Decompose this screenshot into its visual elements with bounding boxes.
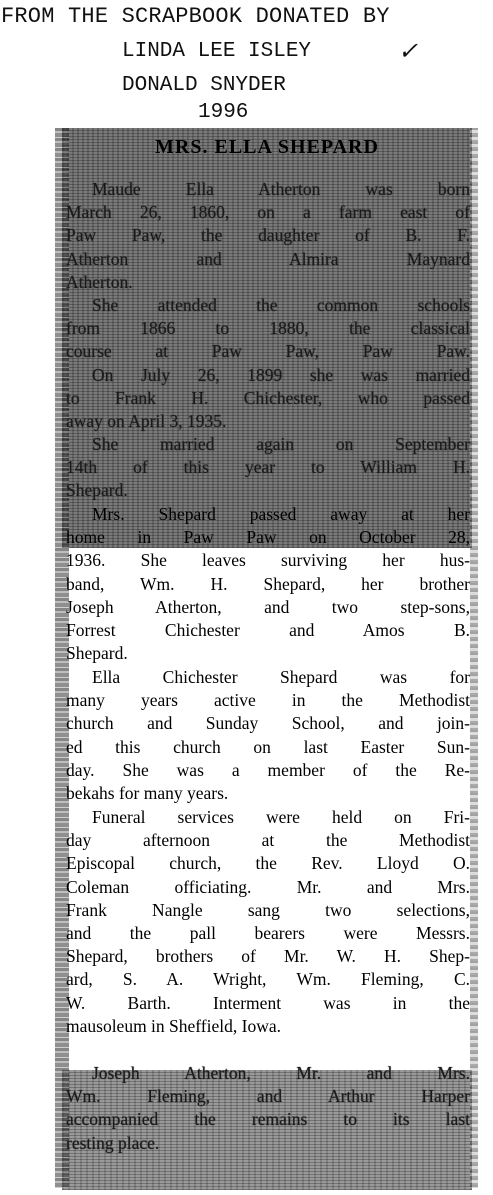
obituary-paragraph-3 [66, 433, 470, 503]
text-line: 14th of this year to William H. [66, 457, 470, 478]
text-line: Forrest Chichester and Amos B. [66, 620, 470, 641]
obituary-paragraph-6 [66, 806, 470, 1038]
text-line: and the pall bearers were Messrs. [66, 923, 470, 944]
text-line: band, Wm. H. Shepard, her brother [66, 573, 470, 594]
text-line: She attended the common schools [92, 295, 470, 315]
text-line: ed this church on last Easter Sun- [66, 736, 470, 757]
text-line: She married again on September [92, 434, 470, 454]
text-line: Joseph Atherton, Mr. and Mrs. [92, 1063, 470, 1083]
text-line: to Frank H. Chichester, who passed [66, 387, 470, 408]
text-line: Shepard. [66, 480, 128, 501]
text-line: Atherton. [66, 271, 133, 292]
text-line: many years active in the Methodist [66, 690, 470, 711]
clipping-edge-right [470, 128, 478, 1188]
text-line: church and Sunday School, and join- [66, 713, 470, 734]
text-line: day. She was a member of the Re- [66, 759, 470, 780]
obituary-paragraph-2 [66, 294, 470, 433]
header-year: 1996 [198, 101, 249, 124]
text-line: Mrs. Shepard passed away at her [92, 504, 470, 524]
text-line: Shepard, brothers of Mr. W. H. Shep- [66, 946, 470, 967]
text-line: Frank Nangle sang two selections, [66, 899, 470, 920]
text-line: day afternoon at the Methodist [66, 830, 470, 851]
header-donation-line: FROM THE SCRAPBOOK DONATED BY [1, 4, 390, 29]
text-line: Ella Chichester Shepard was for [92, 667, 470, 687]
obituary-title: MRS. ELLA SHEPARD [155, 136, 379, 158]
handwritten-check-mark: ✓ [398, 37, 419, 65]
text-line: 1936. She leaves surviving her hus- [66, 550, 470, 571]
text-line: from 1866 to 1880, the classical [66, 318, 470, 339]
text-line: Funeral services were held on Fri- [92, 807, 470, 827]
text-line: course at Paw Paw, Paw Paw. [66, 341, 470, 362]
text-line: ard, S. A. Wright, Wm. Fleming, C. [66, 969, 470, 990]
obituary-paragraph-1 [66, 178, 470, 294]
obituary-paragraph-4 [66, 503, 470, 665]
text-line: March 26, 1860, on a farm east of [66, 202, 470, 223]
obituary-paragraph-5 [66, 666, 470, 805]
text-line: W. Barth. Interment was in the [66, 992, 470, 1013]
text-line: bekahs for many years. [66, 783, 229, 804]
text-line: Episcopal church, the Rev. Lloyd O. [66, 853, 470, 874]
text-line: mausoleum in Sheffield, Iowa. [66, 1015, 281, 1036]
text-line: Shepard. [66, 643, 128, 664]
text-line: away on April 3, 1935. [66, 411, 227, 432]
text-line: Maude Ella Atherton was born [92, 179, 470, 199]
header-donor-name-1: LINDA LEE ISLEY [122, 40, 312, 63]
text-line: Coleman officiating. Mr. and Mrs. [66, 876, 470, 897]
obituary-paragraph-7 [66, 1062, 470, 1155]
scrapbook-header [0, 0, 493, 125]
text-line: home in Paw Paw on October 28, [66, 527, 470, 548]
text-line: Atherton and Almira Maynard [66, 248, 470, 269]
text-line: resting place. [66, 1132, 160, 1153]
text-line: Paw Paw, the daughter of B. F. [66, 225, 470, 246]
text-line: Joseph Atherton, and two step-sons, [66, 596, 470, 617]
text-line: On July 26, 1899 she was married [92, 364, 470, 385]
text-line: accompanied the remains to its last [66, 1109, 470, 1130]
text-line: Wm. Fleming, and Arthur Harper [66, 1086, 470, 1107]
header-donor-name-2: DONALD SNYDER [122, 74, 286, 97]
